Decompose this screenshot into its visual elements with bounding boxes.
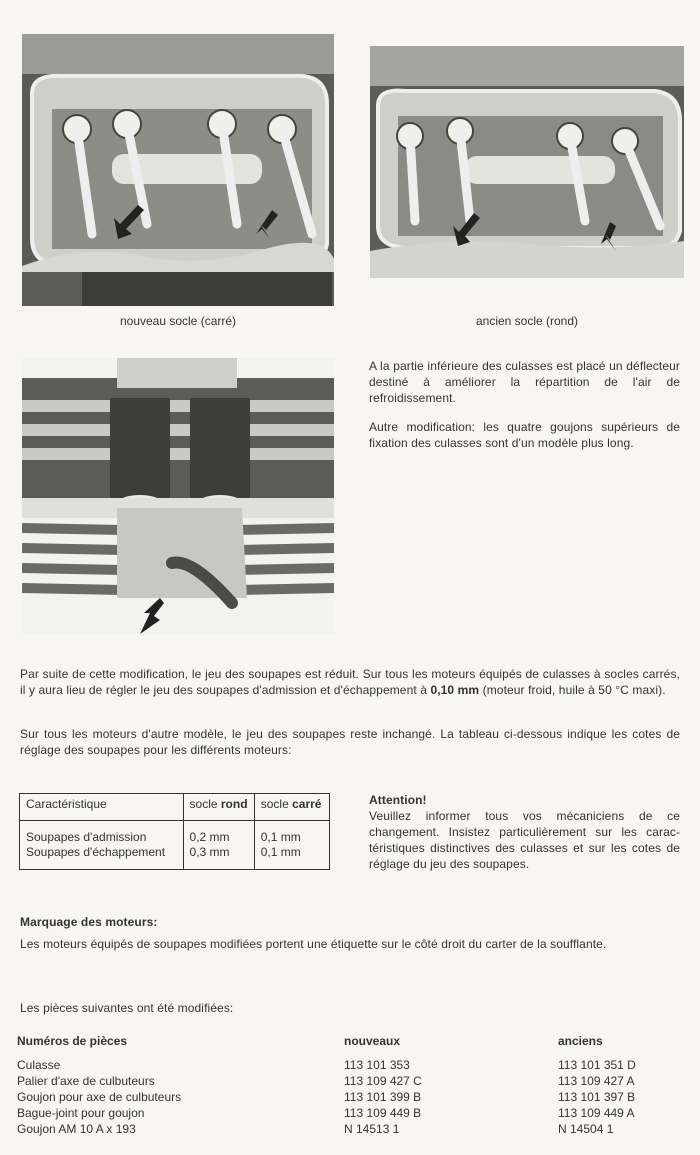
marking-title: Marquage des moteurs: [20,915,158,929]
paragraph-text: Par suite de cette modification, le jeu des soupapes est réduit. Sur tous les moteurs équipés de culasses à socles carrés, il y aura lieu de régler le jeu des soupapes d'admission et d'échappement à [20,667,680,697]
header-part-name: Numéros de pièces [17,1034,128,1048]
part-new-number: 113 109 449 B [344,1106,422,1120]
part-name: Bague-joint pour goujon [17,1106,145,1120]
part-new-number: 113 101 399 B [344,1090,422,1104]
header-old: anciens [558,1034,603,1048]
table-row [17,1105,692,1121]
part-old-number: 113 109 427 A [558,1074,635,1088]
deflector-description: A la partie inférieure des culasses est placé un déflecteur destiné à améliorer la répartition de l'air de refroidissement. [369,359,680,405]
part-new-number: 113 101 353 [344,1058,410,1072]
parts-list [17,1033,692,1137]
valve-clearance-paragraph [20,666,680,698]
header-new: nouveaux [344,1034,401,1048]
intake-label: Soupapes d'admission [26,830,147,844]
part-name: Goujon AM 10 A x 193 [17,1122,136,1136]
header-round-prefix: socle [189,797,221,811]
round-values [183,821,254,870]
marking-text: Les moteurs équipés de soupapes modifiées portent une étiquette sur le côté droit du carter de la soufflante. [20,937,607,951]
part-new-number: 113 109 427 C [344,1074,422,1088]
part-old-number: 113 101 351 D [558,1058,636,1072]
paragraph-text-end: (moteur froid, huile à 50 °C maxi). [479,683,666,697]
header-square-bold: carré [292,797,322,811]
round-exhaust-value: 0,3 mm [189,845,230,859]
square-intake-value: 0,1 mm [260,830,301,844]
round-intake-value: 0,2 mm [189,830,230,844]
table-row [17,1121,692,1137]
photo-old-caption: ancien socle (rond) [475,314,579,328]
clearance-value: 0,10 mm [430,683,480,697]
attention-text: Veuillez informer tous vos mécaniciens de ce changement. Insistez particulièrement sur les caractéristiques distinctives des culasses et sur les cotes de réglage du jeu des soupapes. [369,809,680,871]
attention-title: Attention! [369,793,427,807]
part-old-number: 113 101 397 B [558,1090,636,1104]
studs-description: Autre modification: les quatre goujons supérieurs de fixation des culasses sont d'un modèle plus long. [369,420,680,450]
table-row [17,1089,692,1105]
part-name: Palier d'axe de culbuteurs [17,1074,155,1088]
table-intro-paragraph: Sur tous les moteurs d'autre modèle, le jeu des soupapes reste inchangé. La tableau ci-dessous indique les cotes de réglage des soupapes pour les différents moteurs: [20,727,680,757]
photo-deflector [22,358,334,634]
header-square [254,794,329,821]
part-new-number: N 14513 1 [344,1122,400,1136]
table-row [17,1073,692,1089]
header-square-prefix: socle [260,797,293,811]
header-characteristic: Caractéristique [20,794,184,821]
part-old-number: N 14504 1 [558,1122,614,1136]
part-name: Goujon pour axe de culbuteurs [17,1090,182,1104]
table-row [17,1057,692,1073]
photo-new-socket [22,34,334,306]
parts-intro: Les pièces suivantes ont été modifiées: [20,1001,234,1015]
valve-clearance-table [19,793,330,870]
table-header-row [20,794,330,821]
valve-labels [20,821,184,870]
parts-header-row [17,1033,692,1049]
exhaust-label: Soupapes d'échappement [26,845,166,859]
part-old-number: 113 109 449 A [558,1106,635,1120]
table-row [20,821,330,870]
photo-old-socket [370,46,684,278]
square-values [254,821,329,870]
part-name: Culasse [17,1058,61,1072]
photo-new-caption: nouveau socle (carré) [119,314,237,328]
square-exhaust-value: 0,1 mm [260,845,301,859]
header-round [183,794,254,821]
header-round-bold: rond [220,797,248,811]
